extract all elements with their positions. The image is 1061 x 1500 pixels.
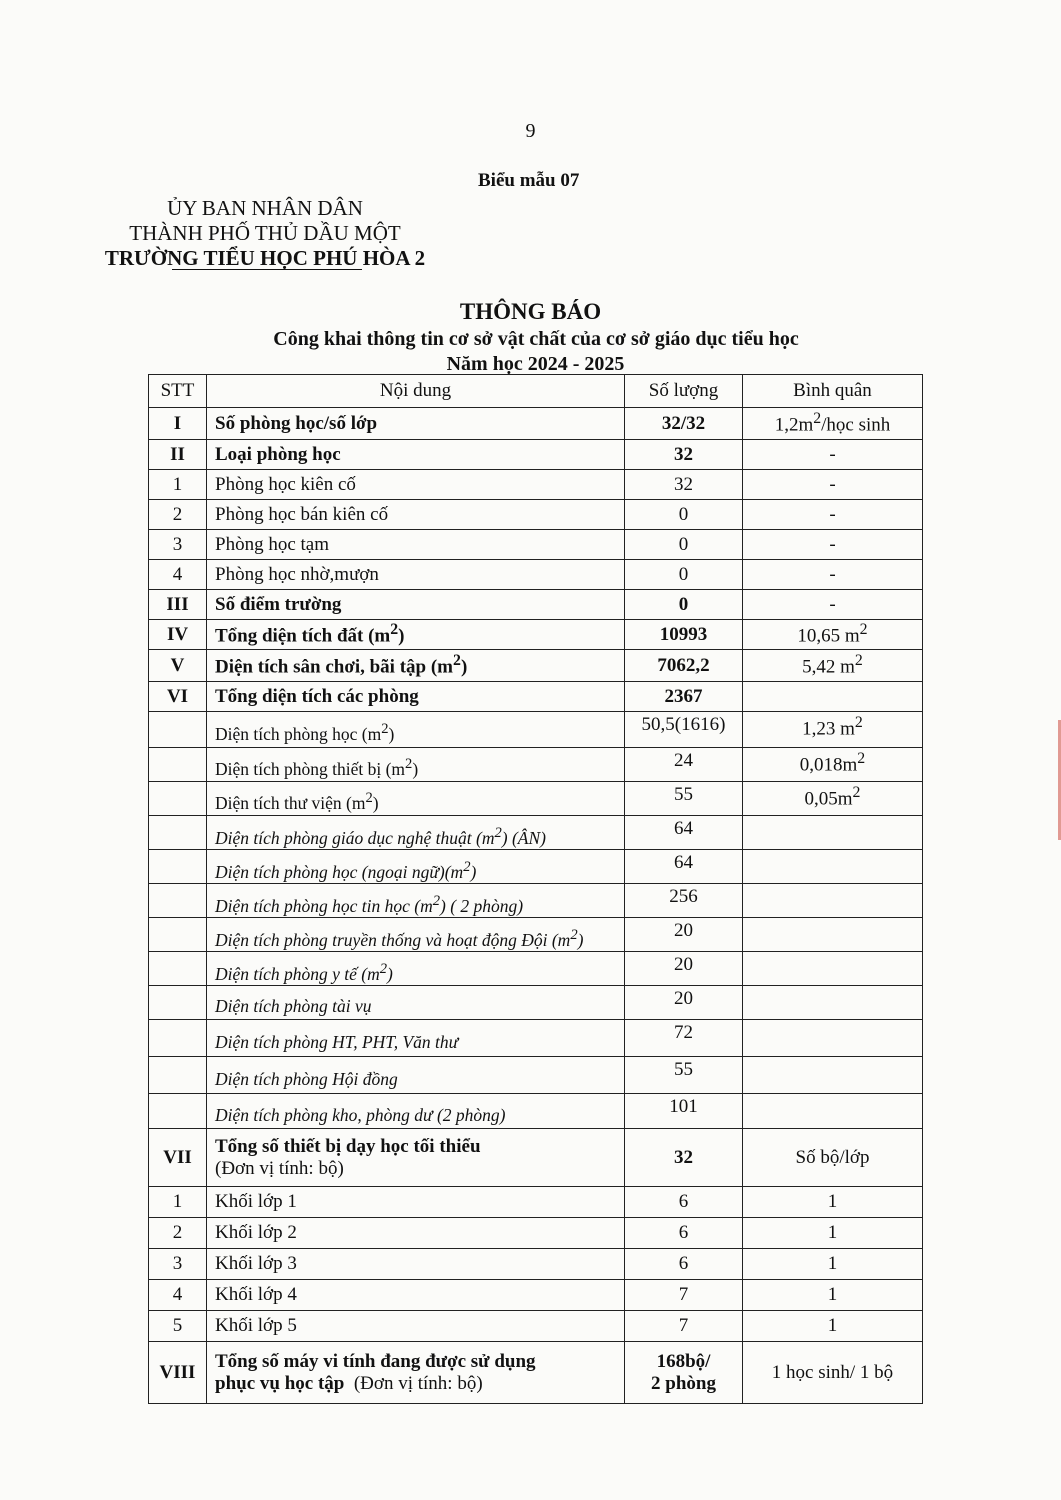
table-row bbox=[149, 408, 923, 440]
table-header-row bbox=[149, 375, 923, 408]
row-qty: 64 bbox=[625, 816, 743, 850]
row-qty: 72 bbox=[625, 1020, 743, 1057]
school-name: TRƯỜNG TIỂU HỌC PHÚ HÒA 2 bbox=[104, 246, 426, 270]
row-avg bbox=[743, 682, 923, 712]
row-stt: II bbox=[149, 440, 207, 470]
row-stt bbox=[149, 1057, 207, 1094]
row-avg bbox=[743, 816, 923, 850]
row-qty: 32 bbox=[625, 1129, 743, 1187]
row-qty: 7 bbox=[625, 1280, 743, 1311]
table-row bbox=[149, 1342, 923, 1404]
row-qty: 55 bbox=[625, 1057, 743, 1094]
row-qty: 20 bbox=[625, 918, 743, 952]
document-subtitle: Công khai thông tin cơ sở vật chất của cơ sở giáo dục tiểu học bbox=[273, 328, 799, 350]
row-qty: 64 bbox=[625, 850, 743, 884]
table-row bbox=[149, 1057, 923, 1094]
row-content: Khối lớp 2 bbox=[207, 1218, 625, 1249]
facility-table bbox=[148, 374, 923, 1404]
row-qty: 6 bbox=[625, 1249, 743, 1280]
row-avg bbox=[743, 1057, 923, 1094]
row-qty: 6 bbox=[625, 1218, 743, 1249]
row-content: Diện tích phòng y tế $(m^2)$ bbox=[207, 952, 625, 986]
header-avg: Bình quân bbox=[743, 375, 923, 408]
row-avg bbox=[743, 850, 923, 884]
row-content-line-2-bold: phục vụ học tập bbox=[215, 1372, 345, 1394]
row-qty: 0 bbox=[625, 560, 743, 590]
row-stt bbox=[149, 1094, 207, 1129]
row-qty: 55 bbox=[625, 782, 743, 816]
row-content-line-2: (Đơn vị tính: bộ) bbox=[215, 1157, 344, 1179]
row-stt bbox=[149, 986, 207, 1020]
row-stt: 1 bbox=[149, 1187, 207, 1218]
row-content-line-2 bbox=[215, 1373, 624, 1395]
row-qty: 256 bbox=[625, 884, 743, 918]
row-content: Số phòng học/số lớp bbox=[207, 408, 625, 440]
row-qty: 32 bbox=[625, 470, 743, 500]
issuer-header bbox=[90, 196, 440, 271]
document-title: THÔNG BÁO bbox=[459, 299, 602, 324]
table-row bbox=[149, 918, 923, 952]
row-qty: 0 bbox=[625, 500, 743, 530]
row-stt: VI bbox=[149, 682, 207, 712]
row-content: Phòng học kiên cố bbox=[207, 470, 625, 500]
row-stt: 2 bbox=[149, 1218, 207, 1249]
row-content: Diện tích phòng HT, PHT, Văn thư bbox=[207, 1020, 625, 1057]
row-stt: 3 bbox=[149, 530, 207, 560]
row-avg: 5,42 $m^2$ bbox=[743, 650, 923, 682]
row-avg bbox=[743, 1020, 923, 1057]
row-stt bbox=[149, 952, 207, 986]
table-row bbox=[149, 748, 923, 782]
row-qty: 24 bbox=[625, 748, 743, 782]
row-avg bbox=[743, 884, 923, 918]
header-qty: Số lượng bbox=[625, 375, 743, 408]
row-avg: $0,018m^2$ bbox=[743, 748, 923, 782]
row-content: Diện tích thư viện $(m^2)$ bbox=[207, 782, 625, 816]
header-stt: STT bbox=[149, 375, 207, 408]
row-stt bbox=[149, 850, 207, 884]
row-avg bbox=[743, 986, 923, 1020]
row-content bbox=[207, 1129, 625, 1187]
row-content: Diện tích phòng học (ngoại $ngữ)(m^2)$ bbox=[207, 850, 625, 884]
table-row bbox=[149, 816, 923, 850]
row-stt bbox=[149, 782, 207, 816]
row-content: Tổng diện tích các phòng bbox=[207, 682, 625, 712]
row-qty bbox=[625, 1342, 743, 1404]
table-row bbox=[149, 590, 923, 620]
row-qty-line-2: 2 phòng bbox=[651, 1372, 716, 1394]
page-number: 9 bbox=[525, 120, 536, 142]
row-stt bbox=[149, 918, 207, 952]
row-stt: V bbox=[149, 650, 207, 682]
table-row bbox=[149, 650, 923, 682]
row-stt bbox=[149, 1020, 207, 1057]
table-row bbox=[149, 1129, 923, 1187]
row-stt: 1 bbox=[149, 470, 207, 500]
row-qty: 0 bbox=[625, 590, 743, 620]
table-row bbox=[149, 952, 923, 986]
row-content: Diện tích phòng học tin học $(m^2)$ ( 2 phòng) bbox=[207, 884, 625, 918]
table-row bbox=[149, 986, 923, 1020]
row-stt bbox=[149, 884, 207, 918]
header-content: Nội dung bbox=[207, 375, 625, 408]
row-qty: 32 bbox=[625, 440, 743, 470]
row-qty: 20 bbox=[625, 986, 743, 1020]
row-avg: 1 học sinh/ 1 bộ bbox=[743, 1342, 923, 1404]
table-row bbox=[149, 440, 923, 470]
row-avg: - bbox=[743, 470, 923, 500]
row-avg: - bbox=[743, 590, 923, 620]
table-row bbox=[149, 1249, 923, 1280]
row-stt: VIII bbox=[149, 1342, 207, 1404]
row-avg: 1 bbox=[743, 1249, 923, 1280]
row-content-line-1: Tổng số máy vi tính đang được sử dụng bbox=[215, 1350, 536, 1372]
row-avg: 1 bbox=[743, 1311, 923, 1342]
form-label: Biểu mẫu 07 bbox=[478, 170, 580, 191]
table-row bbox=[149, 1280, 923, 1311]
row-stt bbox=[149, 748, 207, 782]
row-content: Tổng diện tích đất $(m^2)$ bbox=[207, 620, 625, 650]
row-stt: I bbox=[149, 408, 207, 440]
row-content: Diện tích phòng giáo dục nghệ thuật $(m^2)$ (ÂN) bbox=[207, 816, 625, 850]
row-qty: 7 bbox=[625, 1311, 743, 1342]
row-content: Loại phòng học bbox=[207, 440, 625, 470]
row-qty-line-1: 168bộ/ bbox=[656, 1350, 711, 1372]
table-row bbox=[149, 500, 923, 530]
row-stt: 5 bbox=[149, 1311, 207, 1342]
row-qty: 0 bbox=[625, 530, 743, 560]
row-avg: 1 bbox=[743, 1218, 923, 1249]
row-stt bbox=[149, 816, 207, 850]
table-row bbox=[149, 1218, 923, 1249]
row-qty: 2367 bbox=[625, 682, 743, 712]
row-content: Diện tích sân chơi, bãi tập $(m^2)$ bbox=[207, 650, 625, 682]
row-avg: - bbox=[743, 440, 923, 470]
row-avg: Số bộ/lớp bbox=[743, 1129, 923, 1187]
table-row bbox=[149, 620, 923, 650]
table-row bbox=[149, 560, 923, 590]
row-content: Diện tích phòng tài vụ bbox=[207, 986, 625, 1020]
row-avg: 1 bbox=[743, 1187, 923, 1218]
row-avg bbox=[743, 1094, 923, 1129]
table-row bbox=[149, 470, 923, 500]
table-row bbox=[149, 530, 923, 560]
row-content: Khối lớp 4 bbox=[207, 1280, 625, 1311]
row-content-line-2-unit: (Đơn vị tính: bộ) bbox=[353, 1372, 483, 1394]
row-content: Phòng học tạm bbox=[207, 530, 625, 560]
row-avg: - bbox=[743, 560, 923, 590]
row-content: Phòng học nhờ,mượn bbox=[207, 560, 625, 590]
row-content: Phòng học bán kiên cố bbox=[207, 500, 625, 530]
row-avg: - bbox=[743, 500, 923, 530]
table-row bbox=[149, 682, 923, 712]
table-row bbox=[149, 712, 923, 748]
table-row bbox=[149, 1311, 923, 1342]
row-stt: 2 bbox=[149, 500, 207, 530]
row-content: Diện tích phòng Hội đồng bbox=[207, 1057, 625, 1094]
table-row bbox=[149, 1020, 923, 1057]
row-content: Diện tích phòng học $(m^2)$ bbox=[207, 712, 625, 748]
row-content: Diện tích phòng truyền thống và hoạt động Đội $(m^2)$ bbox=[207, 918, 625, 952]
row-stt bbox=[149, 712, 207, 748]
row-stt: 4 bbox=[149, 560, 207, 590]
row-qty: 6 bbox=[625, 1187, 743, 1218]
row-stt: 4 bbox=[149, 1280, 207, 1311]
row-avg: 10,65 $m^2$ bbox=[743, 620, 923, 650]
row-avg: $0,05m^2$ bbox=[743, 782, 923, 816]
row-content: Diện tích phòng thiết bị $(m^2)$ bbox=[207, 748, 625, 782]
row-avg: $1,2m^2$/học sinh bbox=[743, 408, 923, 440]
table-row bbox=[149, 782, 923, 816]
document-title-block bbox=[0, 298, 1061, 376]
row-avg: 1 bbox=[743, 1280, 923, 1311]
issuer-line-2: THÀNH PHỐ THỦ DẦU MỘT bbox=[129, 221, 401, 245]
row-avg: - bbox=[743, 530, 923, 560]
row-qty: 101 bbox=[625, 1094, 743, 1129]
row-stt: VII bbox=[149, 1129, 207, 1187]
row-avg: 1,23 $m^2$ bbox=[743, 712, 923, 748]
row-qty: 32/32 bbox=[625, 408, 743, 440]
table-row bbox=[149, 1094, 923, 1129]
row-content: Khối lớp 5 bbox=[207, 1311, 625, 1342]
header-underline bbox=[172, 269, 362, 270]
row-qty: 50,5(1616) bbox=[625, 712, 743, 748]
school-year: Năm học 2024 - 2025 bbox=[446, 353, 625, 375]
table-row bbox=[149, 850, 923, 884]
row-content: Khối lớp 1 bbox=[207, 1187, 625, 1218]
row-avg bbox=[743, 918, 923, 952]
table-row bbox=[149, 884, 923, 918]
row-stt: 3 bbox=[149, 1249, 207, 1280]
row-stt: III bbox=[149, 590, 207, 620]
row-content: Diện tích phòng kho, phòng dư (2 phòng) bbox=[207, 1094, 625, 1129]
row-qty: 7062,2 bbox=[625, 650, 743, 682]
row-avg bbox=[743, 952, 923, 986]
row-content bbox=[207, 1342, 625, 1404]
row-qty: 10993 bbox=[625, 620, 743, 650]
row-stt: IV bbox=[149, 620, 207, 650]
issuer-line-1: ỦY BAN NHÂN DÂN bbox=[167, 196, 363, 220]
row-content: Số điểm trường bbox=[207, 590, 625, 620]
row-content: Khối lớp 3 bbox=[207, 1249, 625, 1280]
table-row bbox=[149, 1187, 923, 1218]
row-qty: 20 bbox=[625, 952, 743, 986]
row-content-line-1: Tổng số thiết bị dạy học tối thiểu bbox=[215, 1135, 481, 1157]
